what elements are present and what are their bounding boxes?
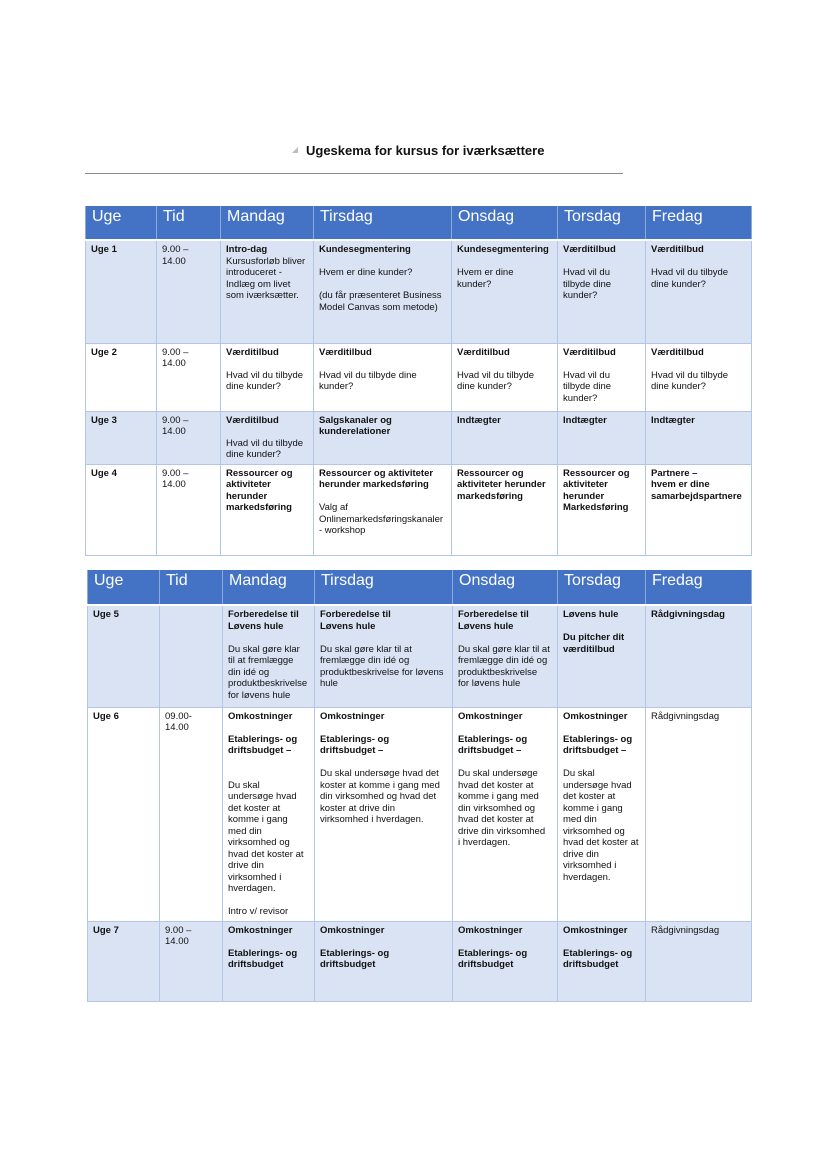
week-cell: Uge 7 (88, 921, 160, 1001)
tuesday-cell: Ressourcer og aktiviteter herunder markedsføring Valg af Onlinemarkedsføringskanaler - workshop (314, 464, 452, 555)
wednesday-cell: Ressourcer og aktiviteter herunder markedsføring (452, 464, 558, 555)
header-uge: Uge (86, 206, 157, 240)
table-row (88, 707, 752, 921)
header-onsdag: Onsdag (452, 206, 558, 240)
header-torsdag: Torsdag (558, 206, 646, 240)
wednesday-cell: Omkostninger Etablerings- og driftsbudget (453, 921, 558, 1001)
title-underline (85, 173, 623, 174)
monday-cell: Forberedelse til Løvens hule Du skal gøre klar til at fremlægge din idé og produktbeskrivelse for løvens hule (223, 605, 315, 707)
time-cell: 9.00 – 14.00 (157, 343, 221, 411)
header-fredag: Fredag (646, 570, 752, 605)
week-cell: Uge 4 (86, 464, 157, 555)
week-cell: Uge 6 (88, 707, 160, 921)
thursday-cell: Værditilbud Hvad vil du tilbyde dine kunder? (558, 343, 646, 411)
table-row (86, 411, 752, 464)
friday-cell: Rådgivningsdag (646, 707, 752, 921)
wednesday-cell: Omkostninger Etablerings- og driftsbudget – Du skal undersøge hvad det koster at komme i gang med din virksomhed og hvad det koster at drive din virksomhed i hverdagen. (453, 707, 558, 921)
tuesday-cell: Kundesegmentering Hvem er dine kunder? (du får præsenteret Business Model Canvas som metode) (314, 240, 452, 343)
table-row (88, 921, 752, 1001)
monday-cell: Værditilbud Hvad vil du tilbyde dine kunder? (221, 343, 314, 411)
friday-cell: Rådgivningsdag (646, 605, 752, 707)
schedule-table-1 (85, 206, 752, 556)
thursday-cell: Værditilbud Hvad vil du tilbyde dine kunder? (558, 240, 646, 343)
header-mandag: Mandag (221, 206, 314, 240)
time-cell (160, 605, 223, 707)
header-onsdag: Onsdag (453, 570, 558, 605)
header-tirsdag: Tirsdag (315, 570, 453, 605)
header-tirsdag: Tirsdag (314, 206, 452, 240)
week-cell: Uge 1 (86, 240, 157, 343)
friday-cell: Indtægter (646, 411, 752, 464)
friday-cell: Rådgivningsdag (646, 921, 752, 1001)
table-row (86, 343, 752, 411)
time-cell: 9.00 – 14.00 (157, 240, 221, 343)
wednesday-cell: Indtægter (452, 411, 558, 464)
table-row (86, 240, 752, 343)
week-cell: Uge 3 (86, 411, 157, 464)
tuesday-cell: Omkostninger Etablerings- og driftsbudget – Du skal undersøge hvad det koster at komme i gang med din virksomhed og hvad det koster at drive din virksomhed i hverdagen. (315, 707, 453, 921)
header-tid: Tid (160, 570, 223, 605)
header-row (88, 570, 752, 605)
schedule-table-2 (87, 570, 752, 1002)
time-cell: 9.00 – 14.00 (157, 411, 221, 464)
thursday-cell: Ressourcer og aktiviteter herunder Markedsføring (558, 464, 646, 555)
header-torsdag: Torsdag (558, 570, 646, 605)
monday-cell: Omkostninger Etablerings- og driftsbudget (223, 921, 315, 1001)
tuesday-cell: Forberedelse til Løvens hule Du skal gøre klar til at fremlægge din idé og produktbeskrivelse for løvens hule (315, 605, 453, 707)
wednesday-cell: Forberedelse til Løvens hule Du skal gøre klar til at fremlægge din idé og produktbeskrivelse for løvens hule (453, 605, 558, 707)
tuesday-cell: Omkostninger Etablerings- og driftsbudget (315, 921, 453, 1001)
week-cell: Uge 2 (86, 343, 157, 411)
header-tid: Tid (157, 206, 221, 240)
collapse-triangle-icon[interactable] (292, 147, 298, 153)
time-cell: 09.00- 14.00 (160, 707, 223, 921)
title-text: Ugeskema for kursus for iværksættere (306, 143, 545, 158)
header-uge: Uge (88, 570, 160, 605)
wednesday-cell: Kundesegmentering Hvem er dine kunder? (452, 240, 558, 343)
monday-cell: Ressourcer og aktiviteter herunder markedsføring (221, 464, 314, 555)
wednesday-cell: Værditilbud Hvad vil du tilbyde dine kunder? (452, 343, 558, 411)
thursday-cell: Indtægter (558, 411, 646, 464)
document-title (292, 143, 544, 158)
monday-cell: Omkostninger Etablerings- og driftsbudget – Du skal undersøge hvad det koster at komme i gang med din virksomhed og hvad det koster at drive din virksomhed i hverdagen. Intro v/ revisor (223, 707, 315, 921)
friday-cell: Værditilbud Hvad vil du tilbyde dine kunder? (646, 343, 752, 411)
monday-cell: Intro-dag Kursusforløb bliver introduceret - Indlæg om livet som iværksætter. (221, 240, 314, 343)
thursday-cell: Omkostninger Etablerings- og driftsbudget – Du skal undersøge hvad det koster at komme i gang med din virksomhed og hvad det koster at drive din virksomhed i hverdagen. (558, 707, 646, 921)
time-cell: 9.00 – 14.00 (157, 464, 221, 555)
thursday-cell: Omkostninger Etablerings- og driftsbudget (558, 921, 646, 1001)
table-row (86, 464, 752, 555)
tuesday-cell: Salgskanaler og kunderelationer (314, 411, 452, 464)
friday-cell: Partnere – hvem er dine samarbejdspartnere (646, 464, 752, 555)
time-cell: 9.00 – 14.00 (160, 921, 223, 1001)
header-mandag: Mandag (223, 570, 315, 605)
header-fredag: Fredag (646, 206, 752, 240)
monday-cell: Værditilbud Hvad vil du tilbyde dine kunder? (221, 411, 314, 464)
friday-cell: Værditilbud Hvad vil du tilbyde dine kunder? (646, 240, 752, 343)
table-row (88, 605, 752, 707)
header-row (86, 206, 752, 240)
tuesday-cell: Værditilbud Hvad vil du tilbyde dine kunder? (314, 343, 452, 411)
thursday-cell: Løvens hule Du pitcher dit værditilbud (558, 605, 646, 707)
week-cell: Uge 5 (88, 605, 160, 707)
